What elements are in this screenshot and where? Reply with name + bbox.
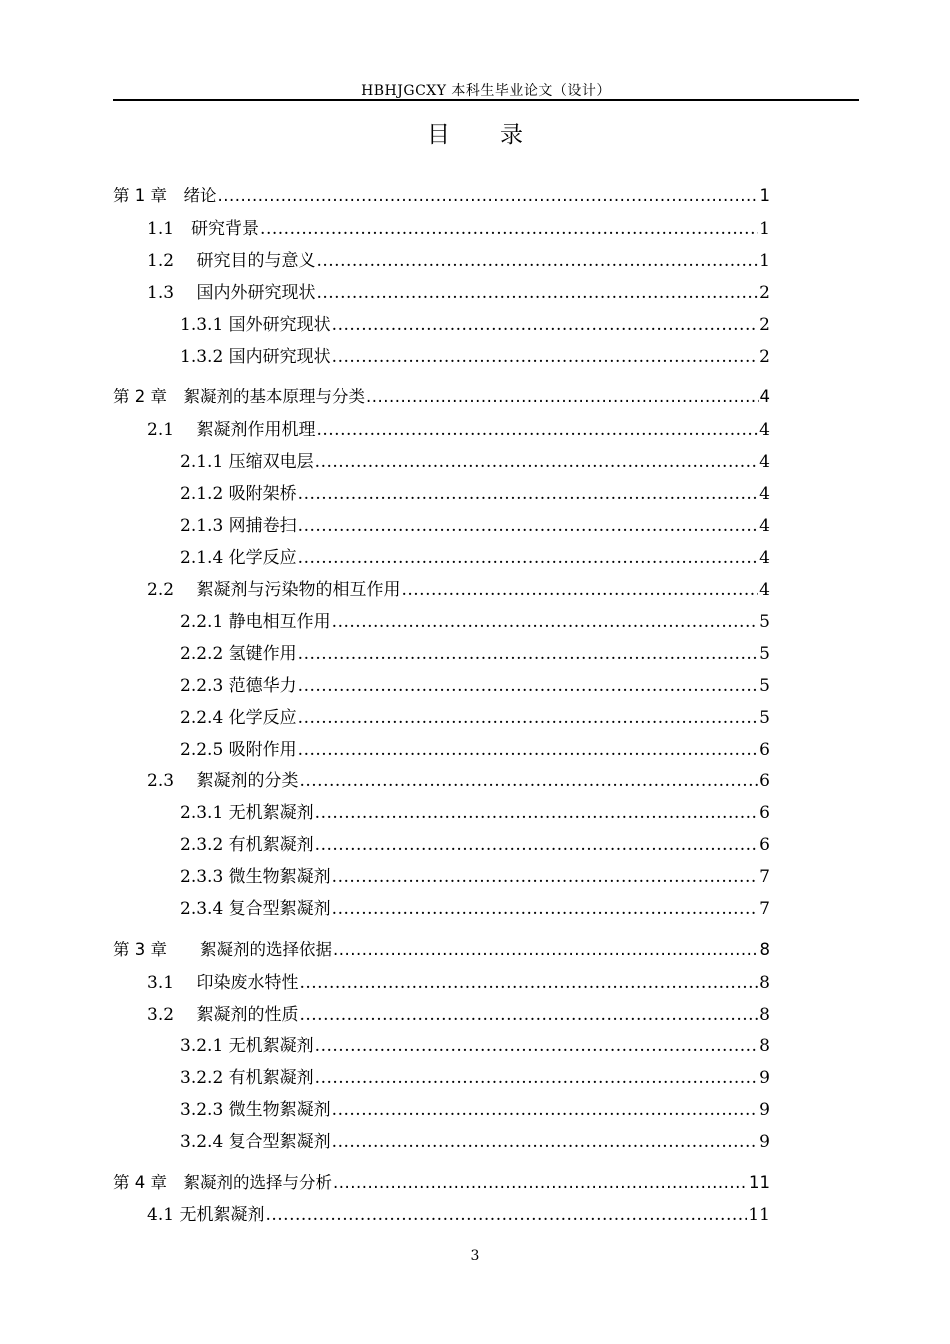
toc-entry-page: 1 [759,186,770,205]
toc-entry-label: 2.1.4 化学反应 [180,548,297,568]
toc-entry-page: 5 [759,612,770,632]
toc-entry-page: 4 [759,484,770,504]
toc-chapter-row[interactable] [113,383,770,407]
toc-entry-row[interactable] [180,1031,770,1055]
toc-entry-page: 9 [759,1068,770,1088]
toc-entry-row[interactable] [147,246,770,270]
toc-entry-row[interactable] [180,1095,770,1119]
toc-entry-page: 7 [759,899,770,919]
toc-entry-row[interactable] [180,479,770,503]
toc-entry-row[interactable] [147,1200,770,1224]
dot-leader [299,771,758,791]
toc-entry-row[interactable] [180,447,770,471]
toc-entry-label: 2.2.5 吸附作用 [180,740,297,760]
toc-entry-label: 第 1 章 绪论 [113,186,217,205]
toc-entry-row[interactable] [180,1063,770,1087]
toc-entry-page: 4 [759,548,770,568]
dot-leader [333,940,759,959]
toc-entry-label: 2.2.2 氢键作用 [180,644,297,664]
dot-leader [298,644,759,664]
dot-leader [298,516,759,536]
toc-entry-label: 2.3.1 无机絮凝剂 [180,803,314,823]
toc-entry-label: 1.3.2 国内研究现状 [180,347,331,367]
toc-entry-row[interactable] [147,214,770,238]
toc-entry-page: 9 [759,1100,770,1120]
toc-entry-page: 11 [749,1173,770,1192]
toc-entry-page: 8 [759,940,770,959]
toc-entry-row[interactable] [180,511,770,535]
toc-entry-page: 6 [759,740,770,760]
toc-entry-label: 2.3.2 有机絮凝剂 [180,835,314,855]
dot-leader [315,452,759,472]
toc-entry-row[interactable] [180,342,770,366]
dot-leader [332,1100,759,1120]
dot-leader [298,740,759,760]
toc-entry-page: 8 [759,1036,770,1056]
toc-entry-row[interactable] [180,703,770,727]
toc-entry-label: 2.2.1 静电相互作用 [180,612,331,632]
toc-entry-page: 1 [759,251,770,271]
dot-leader [316,420,758,440]
dot-leader [332,612,759,632]
toc-entry-label: 1.3.1 国外研究现状 [180,315,331,335]
toc-entry-label: 4.1 无机絮凝剂 [147,1205,265,1225]
toc-entry-page: 4 [759,420,770,440]
toc-entry-row[interactable] [147,575,770,599]
toc-entry-page: 7 [759,867,770,887]
toc-entry-row[interactable] [180,862,770,886]
toc-entry-label: 2.1 絮凝剂作用机理 [147,420,316,440]
dot-leader [315,835,759,855]
toc-entry-row[interactable] [147,968,770,992]
toc-entry-label: 2.1.3 网捕卷扫 [180,516,297,536]
toc-entry-row[interactable] [180,735,770,759]
toc-entry-label: 3.2.1 无机絮凝剂 [180,1036,314,1056]
toc-entry-label: 第 4 章 絮凝剂的选择与分析 [113,1173,332,1192]
dot-leader [332,899,759,919]
toc-entry-page: 6 [759,771,770,791]
toc-entry-label: 3.1 印染废水特性 [147,973,299,993]
toc-entry-row[interactable] [180,639,770,663]
dot-leader [315,1068,759,1088]
toc-entry-row[interactable] [180,310,770,334]
toc-entry-row[interactable] [147,415,770,439]
dot-leader [265,1205,747,1225]
toc-entry-label: 2.3.4 复合型絮凝剂 [180,899,331,919]
toc-entry-row[interactable] [180,543,770,567]
toc-entry-page: 11 [748,1205,770,1225]
dot-leader [332,315,759,335]
toc-entry-label: 2.2 絮凝剂与污染物的相互作用 [147,580,401,600]
dot-leader [366,387,759,406]
toc-entry-label: 1.1 研究背景 [147,219,260,239]
dot-leader [332,1132,759,1152]
toc-entry-label: 2.2.4 化学反应 [180,708,297,728]
dot-leader [298,548,759,568]
page-number: 3 [470,1248,480,1264]
toc-entry-label: 2.3 絮凝剂的分类 [147,771,299,791]
toc-entry-page: 5 [759,708,770,728]
toc-entry-label: 3.2.3 微生物絮凝剂 [180,1100,331,1120]
dot-leader [332,867,759,887]
toc-entry-page: 4 [759,580,770,600]
toc-entry-row[interactable] [180,798,770,822]
toc-entry-page: 8 [759,973,770,993]
toc-entry-row[interactable] [180,830,770,854]
toc-entry-row[interactable] [147,766,770,790]
toc-entry-page: 6 [759,803,770,823]
toc-entry-page: 4 [759,387,770,406]
toc-chapter-row[interactable] [113,182,770,206]
toc-entry-row[interactable] [147,1000,770,1024]
dot-leader [315,803,759,823]
page-header [113,74,859,101]
dot-leader [299,973,758,993]
toc-entry-label: 第 2 章 絮凝剂的基本原理与分类 [113,387,365,406]
dot-leader [298,676,759,696]
toc-entry-label: 3.2.2 有机絮凝剂 [180,1068,314,1088]
dot-leader [401,580,758,600]
toc-entry-page: 5 [759,644,770,664]
toc-entry-row[interactable] [180,1127,770,1151]
dot-leader [299,1005,758,1025]
toc-chapter-row[interactable] [113,1169,770,1193]
toc-entry-page: 4 [759,452,770,472]
toc-chapter-row[interactable] [113,936,770,960]
toc-entry-row[interactable] [147,278,770,302]
toc-entry-page: 2 [759,315,770,335]
toc-entry-label: 3.2 絮凝剂的性质 [147,1005,299,1025]
dot-leader [298,708,759,728]
toc-title: 目录 [427,122,573,148]
toc-entry-page: 6 [759,835,770,855]
toc-entry-row[interactable] [180,894,770,918]
toc-entry-page: 1 [759,219,770,239]
toc-entry-row[interactable] [180,607,770,631]
toc-entry-label: 2.1.2 吸附架桥 [180,484,297,504]
dot-leader [315,1036,759,1056]
dot-leader [333,1173,748,1192]
dot-leader [332,347,759,367]
toc-entry-page: 8 [759,1005,770,1025]
toc-entry-page: 9 [759,1132,770,1152]
toc-entry-page: 2 [759,283,770,303]
dot-leader [316,283,758,303]
toc-entry-label: 3.2.4 复合型絮凝剂 [180,1132,331,1152]
toc-entry-label: 1.2 研究目的与意义 [147,251,316,271]
dot-leader [260,219,758,239]
dot-leader [298,484,759,504]
toc-entry-row[interactable] [180,671,770,695]
dot-leader [316,251,758,271]
toc-entry-label: 2.2.3 范德华力 [180,676,297,696]
toc-entry-label: 2.1.1 压缩双电层 [180,452,314,472]
toc-entry-label: 第 3 章 絮凝剂的选择依据 [113,940,332,959]
dot-leader [218,186,759,205]
toc-entry-page: 4 [759,516,770,536]
toc-entry-label: 2.3.3 微生物絮凝剂 [180,867,331,887]
toc-entry-page: 2 [759,347,770,367]
toc-entry-label: 1.3 国内外研究现状 [147,283,316,303]
toc-entry-page: 5 [759,676,770,696]
header-text: HBHJGCXY 本科生毕业论文（设计） [361,83,611,99]
